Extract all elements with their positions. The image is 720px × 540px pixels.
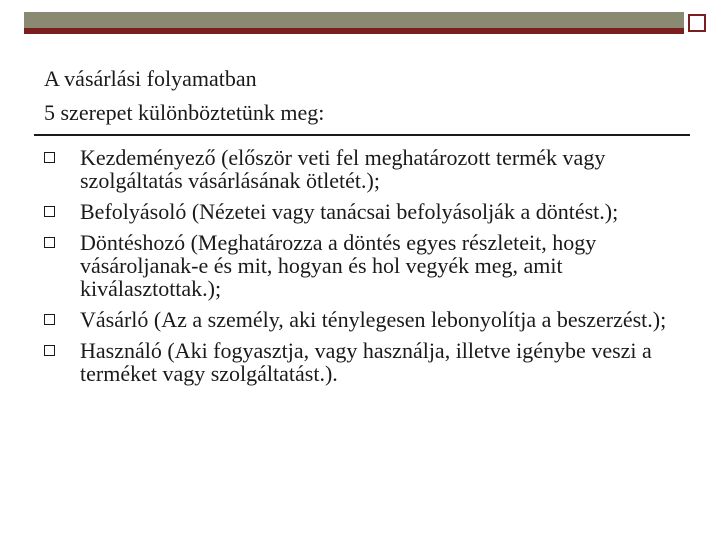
hollow-square-icon bbox=[44, 345, 55, 356]
bullet-text: Döntéshozó (Meghatározza a döntés egyes részleteit, hogy vásároljanak-e és mit, hogyan és hol vegyék meg, amit kiválasztottak.); bbox=[80, 230, 597, 301]
bullet-item-user bbox=[42, 339, 682, 385]
bullet-text: Vásárló (Az a személy, aki ténylegesen lebonyolítja a beszerzést.); bbox=[80, 307, 667, 332]
hollow-square-icon bbox=[44, 314, 55, 325]
header-band bbox=[24, 12, 684, 34]
slide-title bbox=[44, 62, 684, 130]
hollow-square-icon bbox=[44, 237, 55, 248]
bullet-item-decider bbox=[42, 231, 682, 300]
title-divider bbox=[34, 134, 690, 136]
corner-square-icon bbox=[688, 14, 706, 32]
title-line-1: A vásárlási folyamatban bbox=[44, 66, 257, 91]
bullet-text: Befolyásoló (Nézetei vagy tanácsai befolyásolják a döntést.); bbox=[80, 199, 619, 224]
hollow-square-icon bbox=[44, 152, 55, 163]
bullet-item-initiator bbox=[42, 146, 682, 192]
hollow-square-icon bbox=[44, 206, 55, 217]
bullet-item-buyer bbox=[42, 308, 682, 331]
bullet-text: Használó (Aki fogyasztja, vagy használja, illetve igénybe veszi a terméket vagy szolgáltatást.). bbox=[80, 338, 652, 386]
title-line-2: 5 szerepet különböztetünk meg: bbox=[44, 100, 325, 125]
bullet-item-influencer bbox=[42, 200, 682, 223]
bullet-text: Kezdeményező (először veti fel meghatározott termék vagy szolgáltatás vásárlásának ötletét.); bbox=[80, 145, 606, 193]
bullet-list bbox=[42, 146, 682, 393]
